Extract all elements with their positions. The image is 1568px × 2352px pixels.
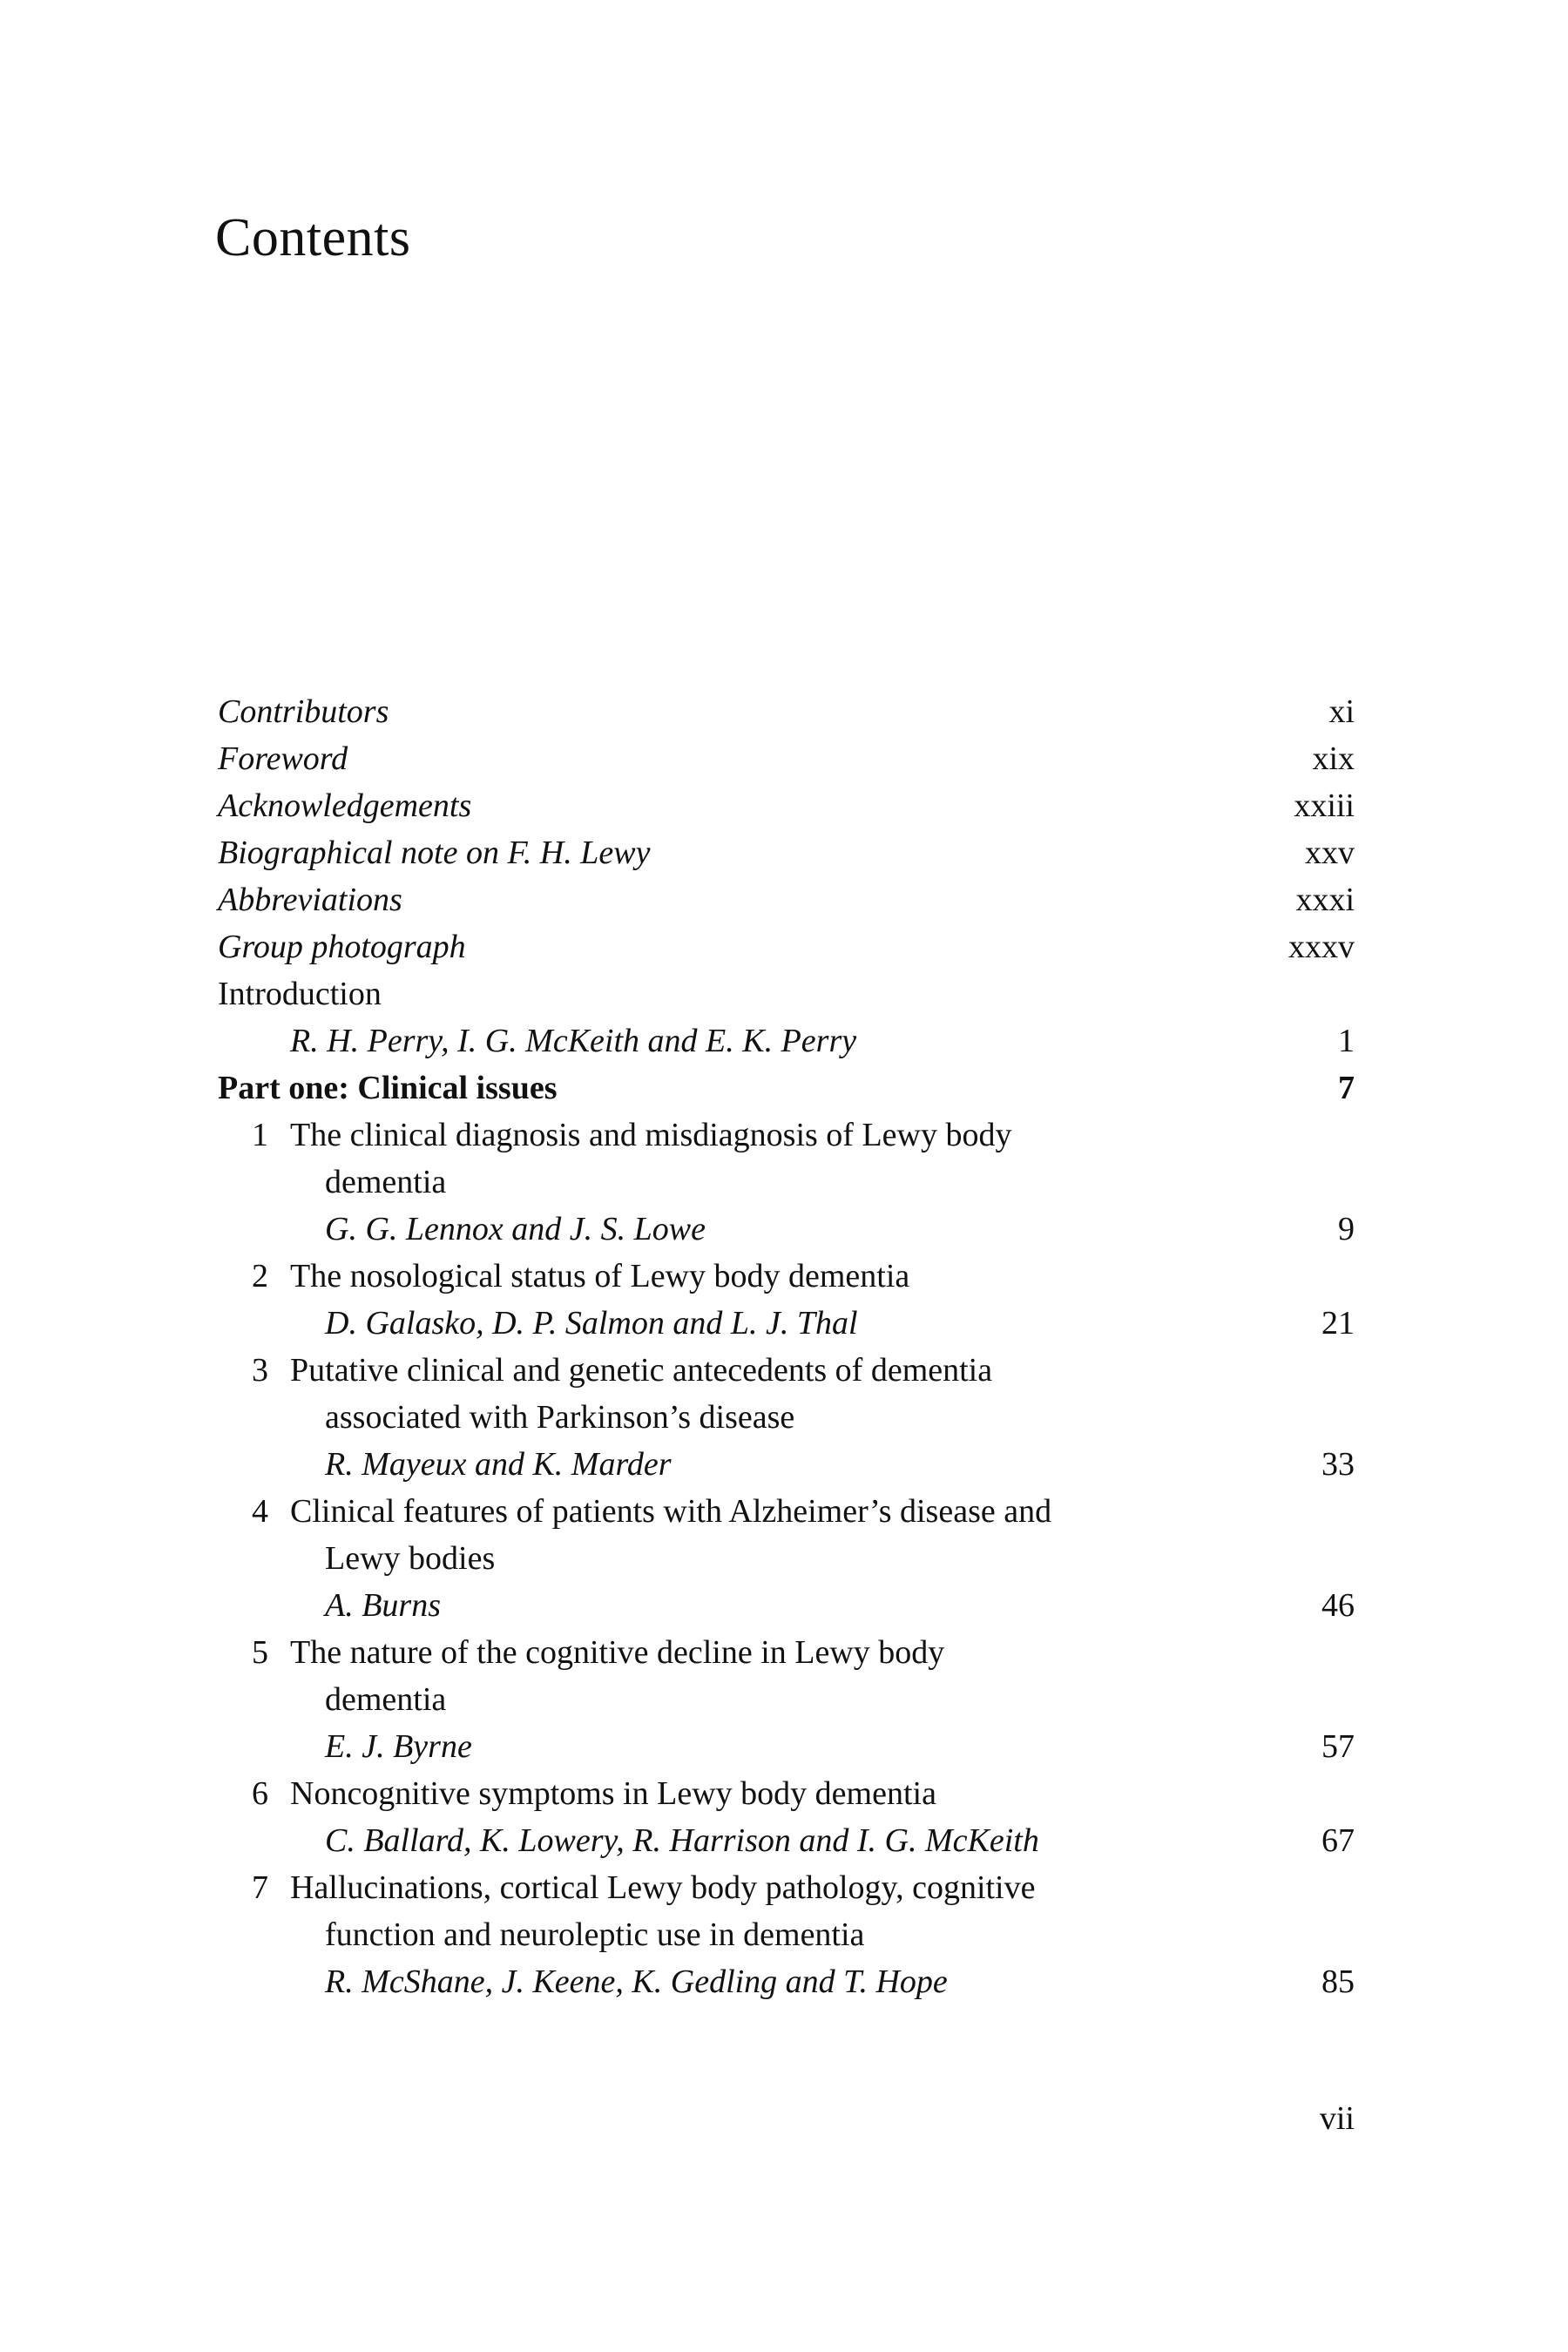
chapter-authors bbox=[218, 1958, 1355, 2005]
toc-entry-foreword[interactable] bbox=[218, 735, 1355, 782]
toc-entry-biographical-note[interactable] bbox=[218, 829, 1355, 876]
table-of-contents bbox=[218, 688, 1355, 2005]
toc-entry-title: Foreword bbox=[218, 740, 348, 777]
toc-entry-page: 1 bbox=[1338, 1023, 1355, 1059]
toc-chapter-6[interactable] bbox=[218, 1770, 1355, 1817]
chapter-authors-text: R. Mayeux and K. Marder bbox=[325, 1446, 672, 1483]
toc-entry-authors-text: R. H. Perry, I. G. McKeith and E. K. Perry bbox=[290, 1023, 857, 1059]
chapter-authors bbox=[218, 1582, 1355, 1629]
chapter-authors-text: A. Burns bbox=[325, 1587, 441, 1624]
toc-entry-group-photograph[interactable] bbox=[218, 923, 1355, 970]
toc-entry-page: 57 bbox=[1321, 1728, 1355, 1765]
toc-entry-page: 67 bbox=[1321, 1822, 1355, 1859]
toc-chapter-1[interactable] bbox=[218, 1112, 1355, 1159]
chapter-number: 5 bbox=[252, 1634, 268, 1671]
toc-part-title: Part one: Clinical issues bbox=[218, 1070, 558, 1106]
toc-entry-page: xix bbox=[1312, 740, 1355, 777]
toc-entry-acknowledgements[interactable] bbox=[218, 782, 1355, 829]
toc-entry-title: Abbreviations bbox=[218, 882, 402, 918]
toc-entry-page: xxxv bbox=[1288, 929, 1355, 965]
toc-part-heading[interactable] bbox=[218, 1064, 1355, 1112]
toc-entry-title: Acknowledgements bbox=[218, 787, 472, 824]
chapter-title-continued bbox=[218, 1676, 1355, 1723]
chapter-title: Putative clinical and genetic antecedents of dementia bbox=[290, 1352, 993, 1389]
toc-chapter-4[interactable] bbox=[218, 1488, 1355, 1535]
chapter-number: 2 bbox=[252, 1258, 268, 1294]
chapter-number: 6 bbox=[252, 1775, 268, 1812]
toc-entry-page: xi bbox=[1328, 693, 1355, 730]
toc-entry-contributors[interactable] bbox=[218, 688, 1355, 735]
toc-entry-page: xxxi bbox=[1295, 882, 1355, 918]
chapter-authors-text: G. G. Lennox and J. S. Lowe bbox=[325, 1211, 706, 1247]
chapter-title: dementia bbox=[325, 1164, 447, 1200]
toc-entry-page: 7 bbox=[1338, 1070, 1355, 1106]
chapter-title: dementia bbox=[325, 1681, 447, 1718]
chapter-title: Hallucinations, cortical Lewy body pathology, cognitive bbox=[290, 1869, 1036, 1906]
chapter-authors bbox=[218, 1206, 1355, 1253]
chapter-number: 7 bbox=[252, 1869, 268, 1906]
chapter-authors bbox=[218, 1817, 1355, 1864]
toc-entry-title: Contributors bbox=[218, 693, 389, 730]
chapter-title: Clinical features of patients with Alzheimer’s disease and bbox=[290, 1493, 1052, 1530]
toc-entry-title: Group photograph bbox=[218, 929, 466, 965]
chapter-title: The clinical diagnosis and misdiagnosis of Lewy body bbox=[290, 1117, 1012, 1153]
toc-entry-page: 85 bbox=[1321, 1963, 1355, 2000]
chapter-authors-text: E. J. Byrne bbox=[325, 1728, 472, 1765]
toc-entry-page: 46 bbox=[1321, 1587, 1355, 1624]
chapter-authors bbox=[218, 1300, 1355, 1347]
chapter-title: function and neuroleptic use in dementia bbox=[325, 1916, 865, 1953]
chapter-authors-text: R. McShane, J. Keene, K. Gedling and T. Hope bbox=[325, 1963, 948, 2000]
chapter-number: 3 bbox=[252, 1352, 268, 1389]
toc-chapter-3[interactable] bbox=[218, 1347, 1355, 1394]
chapter-title-continued bbox=[218, 1535, 1355, 1582]
toc-entry-page: 33 bbox=[1321, 1446, 1355, 1483]
toc-entry-title: Biographical note on F. H. Lewy bbox=[218, 835, 651, 871]
toc-entry-page: xxv bbox=[1305, 835, 1355, 871]
toc-entry-page: xxiii bbox=[1294, 787, 1355, 824]
toc-chapter-5[interactable] bbox=[218, 1629, 1355, 1676]
chapter-authors-text: C. Ballard, K. Lowery, R. Harrison and I. G. McKeith bbox=[325, 1822, 1039, 1859]
toc-entry-title: Introduction bbox=[218, 976, 382, 1012]
chapter-title: The nature of the cognitive decline in Lewy body bbox=[290, 1634, 945, 1671]
chapter-title: Noncognitive symptoms in Lewy body dementia bbox=[290, 1775, 936, 1812]
chapter-authors bbox=[218, 1441, 1355, 1488]
toc-entry-page: 9 bbox=[1338, 1211, 1355, 1247]
chapter-number: 1 bbox=[252, 1117, 268, 1153]
toc-chapter-2[interactable] bbox=[218, 1253, 1355, 1300]
chapter-title-continued bbox=[218, 1159, 1355, 1206]
toc-chapter-7[interactable] bbox=[218, 1864, 1355, 1911]
toc-entry-authors bbox=[218, 1017, 1355, 1064]
toc-entry-introduction[interactable] bbox=[218, 970, 1355, 1017]
page-number: vii bbox=[1319, 2100, 1355, 2137]
chapter-number: 4 bbox=[252, 1493, 268, 1530]
chapter-title-continued bbox=[218, 1911, 1355, 1958]
chapter-title-continued bbox=[218, 1394, 1355, 1441]
chapter-title: Lewy bodies bbox=[325, 1540, 496, 1577]
chapter-title: The nosological status of Lewy body dementia bbox=[290, 1258, 910, 1294]
toc-entry-abbreviations[interactable] bbox=[218, 876, 1355, 923]
chapter-authors bbox=[218, 1723, 1355, 1770]
chapter-authors-text: D. Galasko, D. P. Salmon and L. J. Thal bbox=[325, 1305, 858, 1342]
toc-entry-page: 21 bbox=[1321, 1305, 1355, 1342]
chapter-title: associated with Parkinson’s disease bbox=[325, 1399, 795, 1436]
page-title: Contents bbox=[215, 208, 411, 267]
